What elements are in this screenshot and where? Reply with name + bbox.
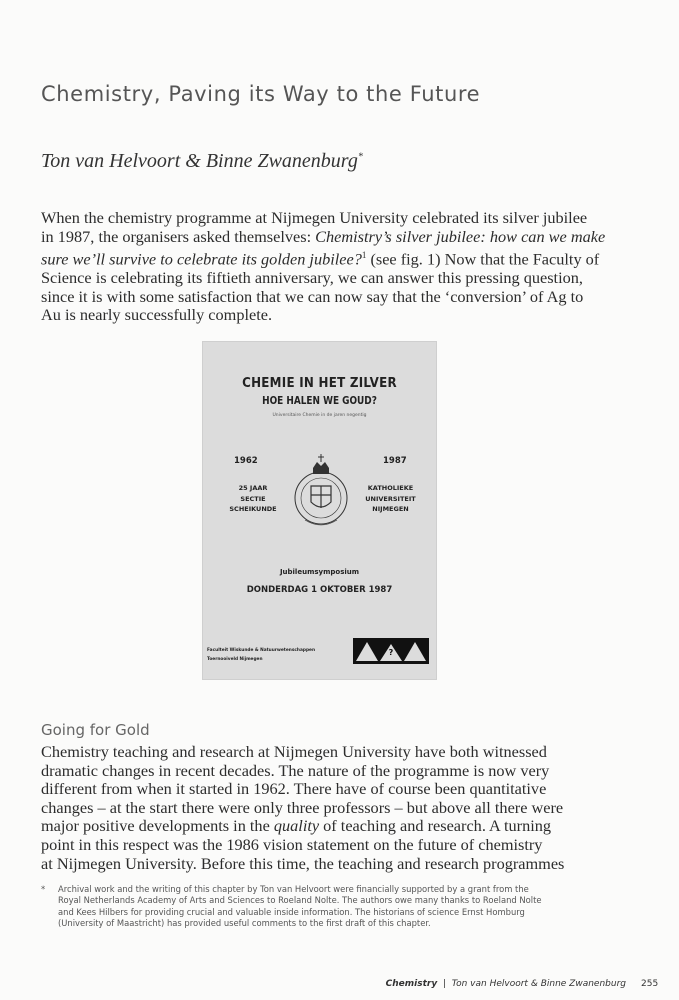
poster-subheading: HOE HALEN WE GOUD? xyxy=(262,395,377,407)
footnote-mark: * xyxy=(41,884,46,894)
jubilee-poster-figure xyxy=(202,341,437,680)
running-head-section: Chemistry xyxy=(385,979,438,989)
poster-small-caption: Universitaire Chemie in de jaren negentig xyxy=(272,413,367,418)
author-footnote-mark: * xyxy=(357,151,363,163)
poster-left-block xyxy=(225,483,281,515)
poster-left-line: SECTIE xyxy=(240,494,266,503)
poster-left-line: SCHEIKUNDE xyxy=(229,505,277,513)
poster-right-line: UNIVERSITEIT xyxy=(365,494,416,503)
poster-symposium: Jubileumsymposium xyxy=(279,568,360,576)
intro-text: (see fig. 1) Now that the Faculty of xyxy=(366,249,600,269)
running-head xyxy=(386,979,626,989)
section-heading: Going for Gold xyxy=(41,721,150,739)
intro-line: When the chemistry programme at Nijmegen University celebrated its silver jubilee xyxy=(41,208,588,227)
poster-footer-line: Toernooiveld Nijmegen xyxy=(207,657,263,662)
poster-heading: CHEMIE IN HET ZILVER xyxy=(242,375,397,391)
running-head-authors: Ton van Helvoort & Binne Zwanenburg xyxy=(451,979,626,989)
intro-line: Au is nearly successfully complete. xyxy=(41,305,273,325)
section-line xyxy=(41,817,641,836)
section-line: dramatic changes in recent decades. The nature of the programme is now very xyxy=(41,760,550,780)
section-line: different from when it started in 1962. There have of course been quantitative xyxy=(41,779,547,799)
intro-line xyxy=(41,246,641,269)
section-line: Chemistry teaching and research at Nijmegen University have both witnessed xyxy=(41,742,547,761)
footnote-line: and Kees Hilbers for providing crucial and valuable inside information. The historians of science Ernst Homburg xyxy=(58,906,525,917)
intro-line xyxy=(41,228,641,247)
page-number: 255 xyxy=(641,979,659,989)
section-line: point in this respect was the 1986 vision statement on the future of chemistry xyxy=(41,834,543,854)
section-line: changes – at the start there were only three professors – but above all there were xyxy=(41,797,564,817)
poster-right-line: NIJMEGEN xyxy=(372,505,409,513)
poster-year-end: 1987 xyxy=(383,456,407,466)
footnote-line: Archival work and the writing of this chapter by Ton van Helvoort were financially supported by a grant from the xyxy=(58,884,529,894)
university-seal-icon xyxy=(291,450,351,530)
section-line: at Nijmegen University. Before this time, the teaching and research programmes xyxy=(41,853,565,873)
chapter-authors xyxy=(41,150,363,173)
footnote-text xyxy=(58,884,643,930)
running-head-separator: | xyxy=(442,979,446,989)
poster-right-block xyxy=(358,483,423,515)
intro-line: since it is with some satisfaction that we can now say that the ‘conversion’ of Ag to xyxy=(41,286,584,306)
intro-text: in 1987, the organisers asked themselves: xyxy=(41,226,316,246)
poster-left-line: 25 JAAR xyxy=(238,484,268,492)
section-text: of teaching and research. A turning xyxy=(319,816,552,836)
section-italic-text: quality xyxy=(273,816,320,836)
faculty-logo-icon xyxy=(353,638,429,664)
poster-date: DONDERDAG 1 OKTOBER 1987 xyxy=(246,585,393,595)
footnote-line: (University of Maastricht) has provided useful comments to the first draft of this chapter. xyxy=(58,918,431,929)
poster-right-line: KATHOLIEKE xyxy=(367,484,414,492)
svg-text:?: ? xyxy=(388,648,394,657)
section-paragraph xyxy=(41,743,641,873)
poster-year-start: 1962 xyxy=(234,456,258,466)
chapter-title: Chemistry, Paving its Way to the Future xyxy=(41,82,481,106)
footnote-line: Royal Netherlands Academy of Arts and Sciences to Roeland Nolte. The authors owe many thanks to Roeland Nolte xyxy=(58,895,542,906)
intro-italic-text: sure we’ll survive to celebrate its golden jubilee? xyxy=(41,249,362,269)
intro-line: Science is celebrating its fiftieth anniversary, we can answer this pressing question, xyxy=(41,268,583,288)
poster-footer-line: Faculteit Wiskunde & Natuurwetenschappen xyxy=(207,648,316,653)
intro-paragraph xyxy=(41,209,641,325)
authors-text: Ton van Helvoort & Binne Zwanenburg xyxy=(41,150,358,172)
footnote-ref: 1 xyxy=(361,250,367,261)
intro-italic-text: Chemistry’s silver jubilee: how can we make xyxy=(315,226,606,246)
section-text: major positive developments in the xyxy=(41,816,274,836)
poster-footer xyxy=(207,646,315,664)
